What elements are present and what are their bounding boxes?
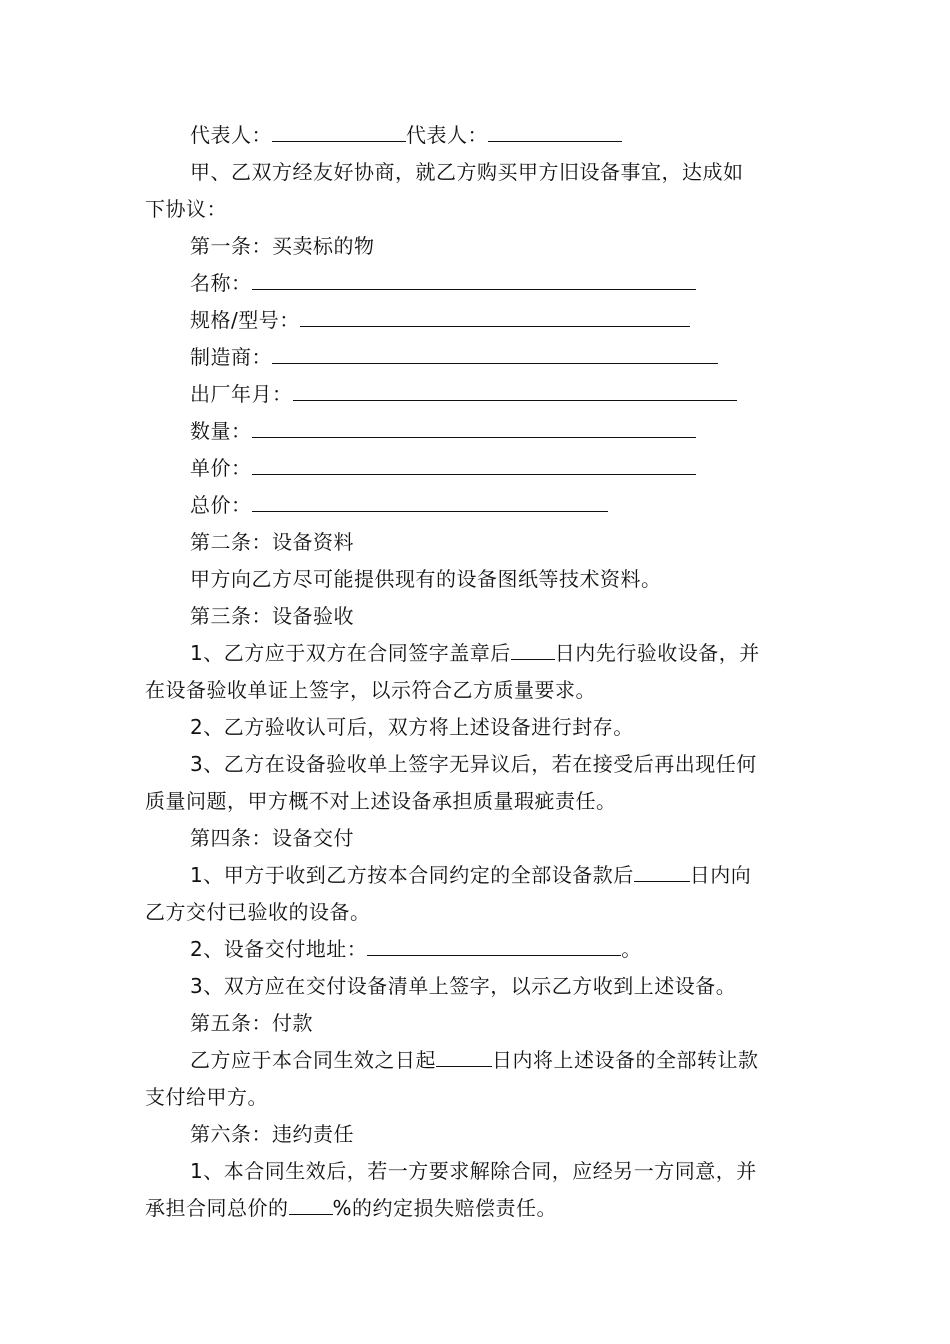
document-line [190, 640, 760, 666]
document-line [145, 196, 227, 222]
line-text: 第六条：违约责任 [190, 1122, 354, 1146]
document-line [190, 936, 642, 962]
line-text: 代表人： [190, 123, 272, 147]
document-line [190, 603, 354, 629]
line-text: 第二条：设备资料 [190, 530, 354, 554]
line-text: 单价： [190, 456, 252, 480]
line-text: 在设备验收单证上签字，以示符合乙方质量要求。 [145, 678, 596, 702]
document-line [190, 862, 751, 888]
document-line [190, 714, 634, 740]
fill-in-blank [252, 456, 696, 475]
fill-in-blank [300, 308, 690, 327]
document-line [190, 307, 690, 333]
document-line [190, 159, 744, 185]
line-text: 甲方向乙方尽可能提供现有的设备图纸等技术资料。 [190, 567, 662, 591]
fill-in-blank [293, 382, 737, 401]
fill-in-blank [252, 419, 696, 438]
line-text: 1、本合同生效后，若一方要求解除合同，应经另一方同意，并 [190, 1159, 757, 1183]
line-text: 下协议： [145, 197, 227, 221]
line-text: 1、甲方于收到乙方按本合同约定的全部设备款后 [190, 863, 634, 887]
line-text: 2、乙方验收认可后，双方将上述设备进行封存。 [190, 715, 634, 739]
fill-in-blank [511, 641, 555, 660]
document-line [145, 1084, 268, 1110]
document-line [190, 270, 696, 296]
line-text: 制造商： [190, 345, 272, 369]
document-line [145, 1195, 557, 1221]
fill-in-blank [272, 123, 406, 142]
line-text: 甲、乙双方经友好协商，就乙方购买甲方旧设备事宜，达成如 [190, 160, 744, 184]
document-line [190, 455, 696, 481]
document-line [190, 492, 608, 518]
line-text: 第五条：付款 [190, 1011, 313, 1035]
document-line [145, 899, 371, 925]
line-text: 总价： [190, 493, 252, 517]
fill-in-blank [367, 937, 621, 956]
document-line [190, 122, 622, 148]
document-line [190, 233, 375, 259]
line-text: 日内先行验收设备，并 [554, 641, 760, 665]
line-text: 质量问题，甲方概不对上述设备承担质量瑕疵责任。 [145, 789, 617, 813]
document-line [145, 788, 617, 814]
line-text: 第四条：设备交付 [190, 826, 354, 850]
line-text: 第一条：买卖标的物 [190, 234, 375, 258]
document-line [190, 1047, 759, 1073]
document-line [145, 677, 596, 703]
line-text: 2、设备交付地址： [190, 937, 368, 961]
fill-in-blank [252, 271, 696, 290]
line-text: 3、双方应在交付设备清单上签字，以示乙方收到上述设备。 [190, 974, 737, 998]
line-text: 3、乙方在设备验收单上签字无异议后，若在接受后再出现任何 [190, 752, 757, 776]
line-text: 名称： [190, 271, 252, 295]
document-line [190, 1158, 757, 1184]
line-text: 承担合同总价的 [145, 1196, 289, 1220]
document-line [190, 1121, 354, 1147]
line-text: 乙方交付已验收的设备。 [145, 900, 371, 924]
document-line [190, 1010, 313, 1036]
line-text: %的约定损失赔偿责任。 [332, 1196, 558, 1220]
document-line [190, 825, 354, 851]
document-line [190, 751, 757, 777]
fill-in-blank [289, 1196, 333, 1215]
line-text: 。 [621, 937, 642, 961]
document-line [190, 973, 736, 999]
line-text: 乙方应于本合同生效之日起 [190, 1048, 436, 1072]
document-line [190, 566, 662, 592]
document-line [190, 381, 737, 407]
line-text: 日内将上述设备的全部转让款 [492, 1048, 759, 1072]
line-text: 出厂年月： [190, 382, 293, 406]
fill-in-blank [252, 493, 608, 512]
fill-in-blank [488, 123, 622, 142]
fill-in-blank [272, 345, 718, 364]
fill-in-blank [436, 1048, 492, 1067]
document-line [190, 418, 696, 444]
line-text: 代表人： [406, 123, 488, 147]
document-line [190, 529, 354, 555]
line-text: 日内向 [689, 863, 752, 887]
line-text: 数量： [190, 419, 252, 443]
line-text: 支付给甲方。 [145, 1085, 268, 1109]
line-text: 规格/型号： [190, 308, 300, 332]
line-text: 第三条：设备验收 [190, 604, 354, 628]
line-text: 1、乙方应于双方在合同签字盖章后 [190, 641, 511, 665]
fill-in-blank [634, 863, 690, 882]
document-line [190, 344, 718, 370]
